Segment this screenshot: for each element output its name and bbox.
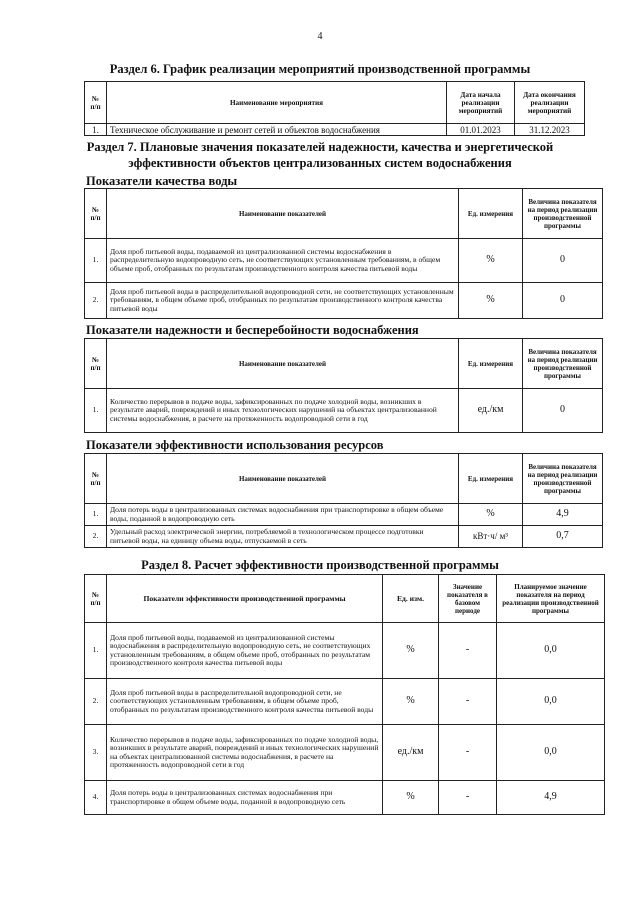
table-header-row	[85, 82, 585, 124]
col-header-name: Наименование показателей	[107, 454, 459, 504]
row-unit: %	[459, 239, 523, 283]
col-header-num: № п/п	[85, 575, 107, 623]
row-num: 2.	[85, 283, 107, 319]
row-planned: 0,0	[497, 623, 605, 679]
efficiency-table	[84, 453, 603, 548]
row-value: 0	[523, 389, 603, 433]
row-num: 2.	[85, 526, 107, 548]
row-planned: 0,0	[497, 679, 605, 725]
col-header-name: Наименование мероприятия	[107, 82, 447, 124]
row-unit: %	[459, 283, 523, 319]
row-unit: %	[383, 623, 439, 679]
col-header-name: Наименование показателей	[107, 339, 459, 389]
row-unit: %	[459, 504, 523, 526]
col-header-num: № п/п	[85, 82, 107, 124]
row-name: Доля проб питьевой воды в распределительной водопроводной сети, не соответствующих установленным требованиям, в общем объеме проб, отобранных по результатам производственного контроля качества питьевой воды	[107, 283, 459, 319]
col-header-value: Величина показателя на период реализации производственной программы	[523, 339, 603, 389]
row-value: 0	[523, 283, 603, 319]
col-header-base: Значение показателя в базовом периоде	[439, 575, 497, 623]
row-unit: ед./км	[383, 725, 439, 781]
row-value: 0,7	[523, 526, 603, 548]
table-row	[85, 781, 605, 815]
row-name: Количество перерывов в подаче воды, зафиксированных по подаче холодной воды, возникших в результате аварий, повреждений и иных технологических нарушений на объектах централизованной системы водоснабжения, в расчете на протяженность водопроводной сети в год	[107, 725, 383, 781]
row-name: Удельный расход электрической энергии, потребляемой в технологическом процессе подготовки питьевой воды, на единицу объема воды, отпускаемой в сеть	[107, 526, 459, 548]
row-base: -	[439, 623, 497, 679]
table-header-row	[85, 454, 603, 504]
row-value: 4,9	[523, 504, 603, 526]
col-header-num: № п/п	[85, 339, 107, 389]
page-number: 4	[317, 31, 323, 42]
row-name: Техническое обслуживание и ремонт сетей и объектов водоснабжения	[107, 124, 447, 136]
row-name: Доля проб питьевой воды, подаваемой из централизованной системы водоснабжения в распределительную водопроводную сеть, не соответствующих установленным требованиям, в общем объеме проб, отобранных по результатам производственного контроля качества питьевой воды	[107, 239, 459, 283]
row-name: Доля потерь воды в централизованных системах водоснабжения при транспортировке в общем объеме воды, поданной в водопроводную сеть	[107, 504, 459, 526]
row-name: Доля потерь воды в централизованных системах водоснабжения при транспортировке в общем объеме воды, поданной в водопроводную сеть	[107, 781, 383, 815]
row-name: Количество перерывов в подаче воды, зафиксированных по подаче холодной воды, возникших в результате аварий, повреждений и иных технологических нарушений на объектах централизованной системы водоснабжения, в расчете на протяженность водопроводной сети в год	[107, 389, 459, 433]
table-row	[85, 725, 605, 781]
row-unit: %	[383, 679, 439, 725]
section8-title: Раздел 8. Расчет эффективности производственной программы	[141, 558, 499, 572]
row-num: 1.	[85, 124, 107, 136]
row-unit: %	[383, 781, 439, 815]
quality-table	[84, 188, 603, 319]
reliability-table	[84, 338, 603, 433]
col-header-unit: Ед. изм.	[383, 575, 439, 623]
row-base: -	[439, 781, 497, 815]
col-header-unit: Ед. измерения	[459, 189, 523, 239]
table-header-row	[85, 189, 603, 239]
row-num: 1.	[85, 504, 107, 526]
row-base: -	[439, 679, 497, 725]
row-unit: ед./км	[459, 389, 523, 433]
efficiency-subtitle: Показатели эффективности использования ресурсов	[86, 438, 384, 452]
col-header-planned: Планируемое значение показателя на период реализации производственной программы	[497, 575, 605, 623]
row-start: 01.01.2023	[447, 124, 515, 136]
col-header-start: Дата начала реализации мероприятий	[447, 82, 515, 124]
table-header-row	[85, 339, 603, 389]
table-row	[85, 504, 603, 526]
row-num: 1.	[85, 239, 107, 283]
col-header-name: Наименование показателей	[107, 189, 459, 239]
section6-table	[84, 81, 585, 136]
col-header-name: Показатели эффективности производственной программы	[107, 575, 383, 623]
row-num: 2.	[85, 679, 107, 725]
reliability-subtitle: Показатели надежности и бесперебойности водоснабжения	[86, 323, 419, 337]
row-planned: 0,0	[497, 725, 605, 781]
section8-table	[84, 574, 605, 815]
row-num: 1.	[85, 389, 107, 433]
col-header-value: Величина показателя на период реализации производственной программы	[523, 454, 603, 504]
table-row	[85, 283, 603, 319]
row-num: 1.	[85, 623, 107, 679]
table-row	[85, 239, 603, 283]
row-num: 4.	[85, 781, 107, 815]
row-base: -	[439, 725, 497, 781]
table-row	[85, 526, 603, 548]
table-header-row	[85, 575, 605, 623]
col-header-unit: Ед. измерения	[459, 339, 523, 389]
section7-title-line2: эффективности объектов централизованных систем водоснабжения	[128, 156, 512, 170]
row-num: 3.	[85, 725, 107, 781]
table-row	[85, 623, 605, 679]
table-row	[85, 124, 585, 136]
row-name: Доля проб питьевой воды в распределительной водопроводной сети, не соответствующих установленным требованиям, в общем объеме проб, отобранных по результатам производственного контроля качества питьевой воды	[107, 679, 383, 725]
row-unit: кВт·ч/ м³	[459, 526, 523, 548]
row-value: 0	[523, 239, 603, 283]
col-header-value: Величина показателя на период реализации производственной программы	[523, 189, 603, 239]
table-row	[85, 389, 603, 433]
col-header-unit: Ед. измерения	[459, 454, 523, 504]
col-header-num: № п/п	[85, 189, 107, 239]
quality-subtitle: Показатели качества воды	[86, 174, 238, 188]
row-planned: 4,9	[497, 781, 605, 815]
table-row	[85, 679, 605, 725]
section6-title: Раздел 6. График реализации мероприятий производственной программы	[109, 62, 531, 76]
section7-title-line1: Раздел 7. Плановые значения показателей надежности, качества и энергетической	[86, 140, 554, 154]
row-name: Доля проб питьевой воды, подаваемой из централизованной системы водоснабжения в распределительную водопроводную сеть, не соответствующих установленным требованиям, в общем объеме проб, отобранных по результатам производственного контроля качества питьевой воды	[107, 623, 383, 679]
col-header-num: № п/п	[85, 454, 107, 504]
row-end: 31.12.2023	[515, 124, 585, 136]
col-header-end: Дата окончания реализации мероприятий	[515, 82, 585, 124]
